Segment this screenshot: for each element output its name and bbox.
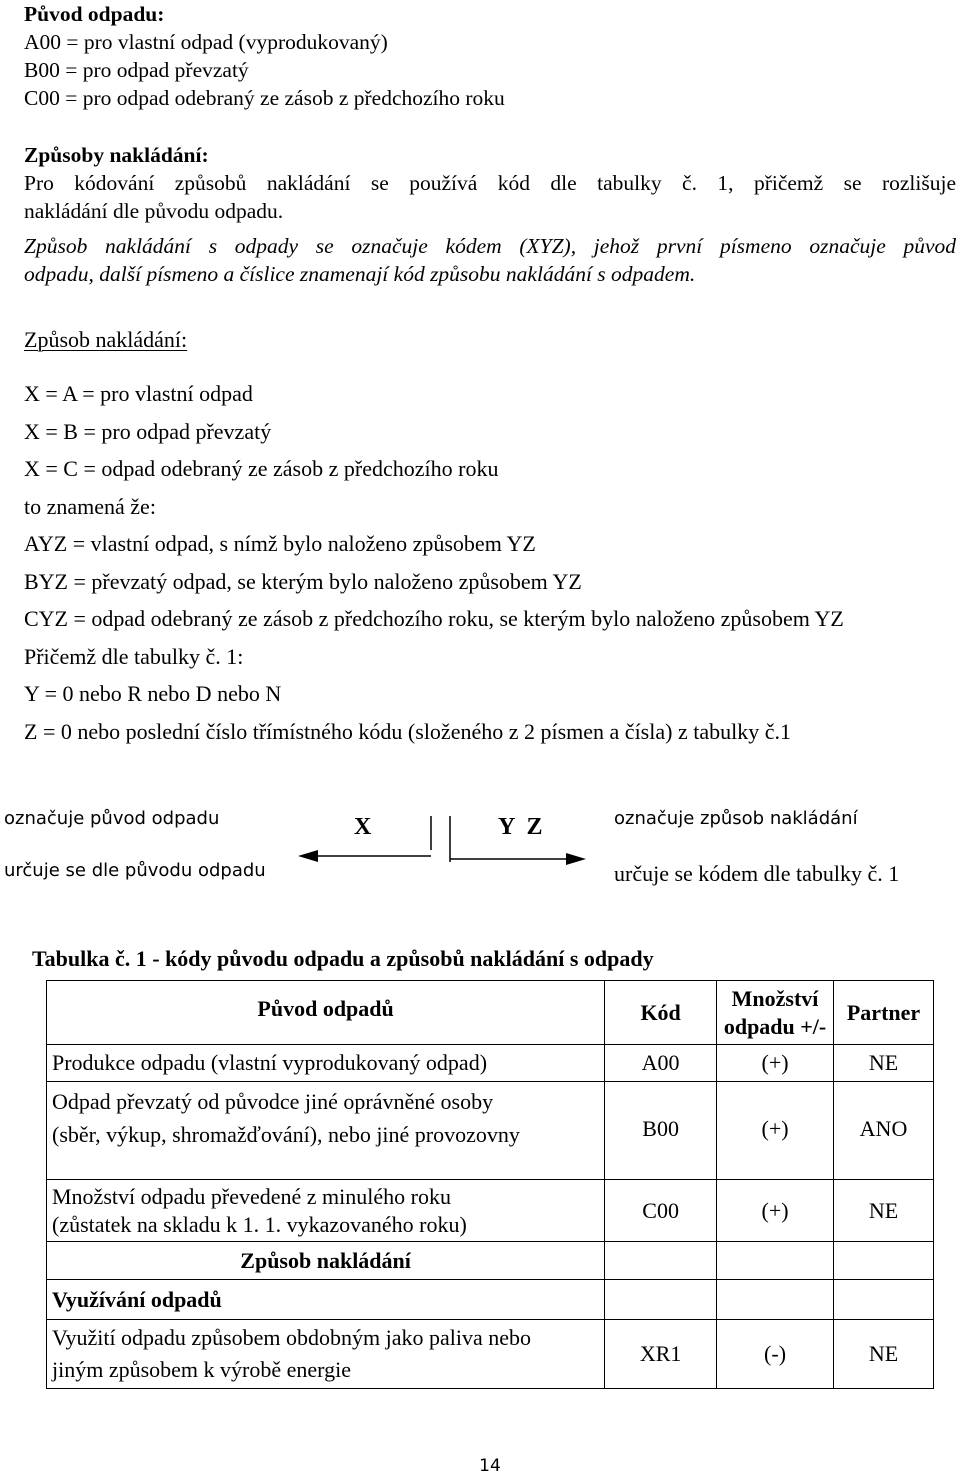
row-description-line: Využití odpadu způsobem obdobným jako paliva nebo — [52, 1325, 532, 1350]
row-description-line: Množství odpadu převedené z minulého roku — [52, 1183, 451, 1209]
definition-line: AYZ = vlastní odpad, s nímž bylo naloženo způsobem YZ — [24, 531, 536, 556]
definition-line: X = B = pro odpad převzatý — [24, 419, 272, 444]
row-description-line: Odpad převzatý od původce jiné oprávněné osoby — [52, 1089, 494, 1114]
diagram-left-top-label: označuje původ odpadu — [4, 808, 220, 829]
table-row — [47, 1180, 934, 1242]
definition-heading: Způsob nakládání: — [24, 327, 188, 352]
row-description-line: (sběr, výkup, shromažďování), nebo jiné provozovny — [52, 1122, 520, 1147]
row-code: B00 — [605, 1082, 717, 1180]
section-heading: Způsob nakládání — [47, 1242, 605, 1280]
row-partner: NE — [834, 1045, 934, 1082]
diagram-left-bottom-label: určuje se dle původu odpadu — [4, 860, 266, 881]
empty-cell — [717, 1280, 834, 1320]
row-code: C00 — [605, 1180, 717, 1242]
row-description — [47, 1082, 605, 1180]
row-amount: (+) — [717, 1180, 834, 1242]
category-heading: Využívání odpadů — [47, 1280, 605, 1320]
origin-line: B00 = pro odpad převzatý — [24, 58, 249, 82]
empty-cell — [605, 1280, 717, 1320]
row-code: A00 — [605, 1045, 717, 1082]
diagram-right-bottom-label: určuje se kódem dle tabulky č. 1 — [614, 861, 900, 886]
diagram-yz-label: Y Z — [498, 814, 543, 840]
codes-table — [46, 980, 934, 1389]
row-partner: ANO — [834, 1082, 934, 1180]
header-origin: Původ odpadů — [47, 981, 605, 1045]
empty-cell — [717, 1242, 834, 1280]
header-amount-line: odpadu +/- — [723, 1013, 827, 1039]
table-header-row — [47, 981, 934, 1045]
methods-paragraph-line: nakládání dle původu odpadu. — [24, 199, 284, 223]
table-caption: Tabulka č. 1 - kódy původu odpadu a způsobů nakládání s odpady — [32, 946, 654, 971]
definition-line: X = C = odpad odebraný ze zásob z předchozího roku — [24, 456, 499, 481]
row-description — [47, 1320, 605, 1389]
row-description: Produkce odpadu (vlastní vyprodukovaný odpad) — [47, 1045, 605, 1082]
empty-cell — [605, 1242, 717, 1280]
definition-line: Y = 0 nebo R nebo D nebo N — [24, 681, 282, 706]
row-code: XR1 — [605, 1320, 717, 1389]
row-description — [47, 1180, 605, 1242]
left-arrow-icon — [298, 850, 318, 862]
empty-cell — [834, 1242, 934, 1280]
diagram-x-label: X — [354, 814, 372, 840]
table-row — [47, 1045, 934, 1082]
header-amount — [717, 981, 834, 1045]
row-description-line: (zůstatek na skladu k 1. 1. vykazovaného roku) — [52, 1211, 467, 1237]
row-partner: NE — [834, 1320, 934, 1389]
definition-line: CYZ = odpad odebraný ze zásob z předchozího roku, se kterým bylo naloženo způsobem YZ — [24, 606, 844, 631]
diagram-right-top-label: označuje způsob nakládání — [614, 808, 858, 829]
table-category-row — [47, 1280, 934, 1320]
right-arrow-icon — [566, 853, 586, 865]
table-section-row — [47, 1242, 934, 1280]
definition-line: Z = 0 nebo poslední číslo třímístného kódu (složeného z 2 písmen a čísla) z tabulky č.1 — [24, 719, 791, 744]
definition-line: X = A = pro vlastní odpad — [24, 381, 253, 406]
row-amount: (+) — [717, 1045, 834, 1082]
row-amount: (+) — [717, 1082, 834, 1180]
definition-line: Přičemž dle tabulky č. 1: — [24, 644, 244, 669]
row-amount: (-) — [717, 1320, 834, 1389]
table-row — [47, 1082, 934, 1180]
origin-line: A00 = pro vlastní odpad (vyprodukovaný) — [24, 30, 388, 54]
origin-heading: Původ odpadu: — [24, 2, 165, 26]
row-description-line: jiným způsobem k výrobě energie — [52, 1357, 351, 1382]
diagram-arrows — [290, 810, 600, 870]
definition-line: BYZ = převzatý odpad, se kterým bylo naloženo způsobem YZ — [24, 569, 582, 594]
empty-cell — [834, 1280, 934, 1320]
definition-line: to znamená že: — [24, 494, 156, 519]
methods-paragraph-line: Pro kódování způsobů nakládání se používá kód dle tabulky č. 1, přičemž se rozlišuje — [24, 171, 956, 195]
header-code: Kód — [605, 981, 717, 1045]
row-partner: NE — [834, 1180, 934, 1242]
page-number: 14 — [479, 1456, 501, 1476]
header-amount-line: Množství — [731, 985, 819, 1011]
table-row — [47, 1320, 934, 1389]
methods-italic-line: odpadu, další písmeno a číslice znamenají kód způsobu nakládání s odpadem. — [24, 262, 696, 286]
methods-heading: Způsoby nakládání: — [24, 143, 209, 167]
header-partner: Partner — [834, 981, 934, 1045]
origin-line: C00 = pro odpad odebraný ze zásob z předchozího roku — [24, 86, 505, 110]
methods-italic-line: Způsob nakládání s odpady se označuje kódem (XYZ), jehož první písmeno označuje původ — [24, 234, 956, 258]
